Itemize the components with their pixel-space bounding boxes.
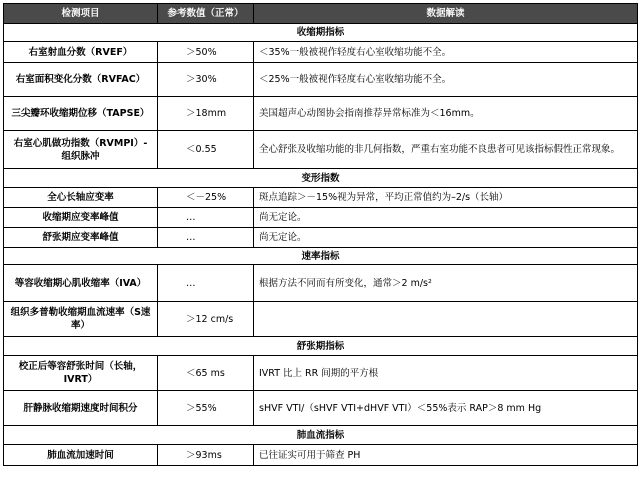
reference-value: ＞12 cm/s — [158, 302, 254, 337]
item-name: 组织多普勒收缩期血流速率（S速率） — [4, 302, 158, 337]
section-row — [4, 426, 638, 445]
interpretation: sHVF VTI/（sHVF VTI+dHVF VTI）＜55%表示 RAP＞8 mm Hg — [254, 391, 638, 426]
item-name: 校正后等容舒张时间（长轴，IVRT） — [4, 356, 158, 391]
table-row — [4, 97, 638, 131]
header-reference: 参考数值（正常） — [158, 4, 254, 24]
item-name: 右室心肌做功指数（RVMPI）-组织脉冲 — [4, 131, 158, 169]
interpretation: IVRT 比上 RR 间期的平方根 — [254, 356, 638, 391]
section-title: 收缩期指标 — [4, 24, 638, 42]
interpretation: 根据方法不同而有所变化，通常＞2 m/s² — [254, 265, 638, 302]
interpretation: 已往证实可用于筛查 PH — [254, 445, 638, 466]
item-name: 右室面积变化分数（RVFAC） — [4, 63, 158, 97]
interpretation: ＜25%一般被视作轻度右心室收缩功能不全。 — [254, 63, 638, 97]
table-row — [4, 63, 638, 97]
interpretation — [254, 302, 638, 337]
item-name: 舒张期应变率峰值 — [4, 228, 158, 248]
reference-value: … — [158, 265, 254, 302]
table-row — [4, 228, 638, 248]
table-row — [4, 42, 638, 63]
interpretation: 尚无定论。 — [254, 228, 638, 248]
header-item: 检测项目 — [4, 4, 158, 24]
reference-value: … — [158, 228, 254, 248]
interpretation: ＜35%一般被视作轻度右心室收缩功能不全。 — [254, 42, 638, 63]
section-title: 变形指数 — [4, 169, 638, 188]
interpretation: 尚无定论。 — [254, 208, 638, 228]
table-row — [4, 302, 638, 337]
table-row — [4, 265, 638, 302]
interpretation: 斑点追踪＞－15%视为异常，平均正常值约为–2/s（长轴） — [254, 188, 638, 208]
indicator-table — [3, 3, 638, 466]
table-row — [4, 188, 638, 208]
section-row — [4, 337, 638, 356]
reference-value: … — [158, 208, 254, 228]
reference-value: ＞18mm — [158, 97, 254, 131]
item-name: 三尖瓣环收缩期位移（TAPSE） — [4, 97, 158, 131]
reference-value: ＞55% — [158, 391, 254, 426]
item-name: 右室射血分数（RVEF） — [4, 42, 158, 63]
item-name: 等容收缩期心肌收缩率（IVA） — [4, 265, 158, 302]
section-title: 舒张期指标 — [4, 337, 638, 356]
section-title: 肺血流指标 — [4, 426, 638, 445]
reference-value: ＜0.55 — [158, 131, 254, 169]
item-name: 肝静脉收缩期速度时间积分 — [4, 391, 158, 426]
table-row — [4, 391, 638, 426]
item-name: 肺血流加速时间 — [4, 445, 158, 466]
header-interpretation: 数据解读 — [254, 4, 638, 24]
table-row — [4, 356, 638, 391]
interpretation: 美国超声心动图协会指南推荐异常标准为＜16mm。 — [254, 97, 638, 131]
section-row — [4, 248, 638, 265]
section-row — [4, 24, 638, 42]
table-header-row — [4, 4, 638, 24]
item-name: 收缩期应变率峰值 — [4, 208, 158, 228]
table-row — [4, 208, 638, 228]
indicator-table-container — [3, 3, 638, 466]
reference-value: ＞50% — [158, 42, 254, 63]
table-row — [4, 445, 638, 466]
reference-value: ＜65 ms — [158, 356, 254, 391]
reference-value: ＜－25% — [158, 188, 254, 208]
reference-value: ＞93ms — [158, 445, 254, 466]
interpretation: 全心舒张及收缩功能的非几何指数，严重右室功能不良患者可见该指标假性正常现象。 — [254, 131, 638, 169]
section-title: 速率指标 — [4, 248, 638, 265]
table-row — [4, 131, 638, 169]
reference-value: ＞30% — [158, 63, 254, 97]
item-name: 全心长轴应变率 — [4, 188, 158, 208]
section-row — [4, 169, 638, 188]
